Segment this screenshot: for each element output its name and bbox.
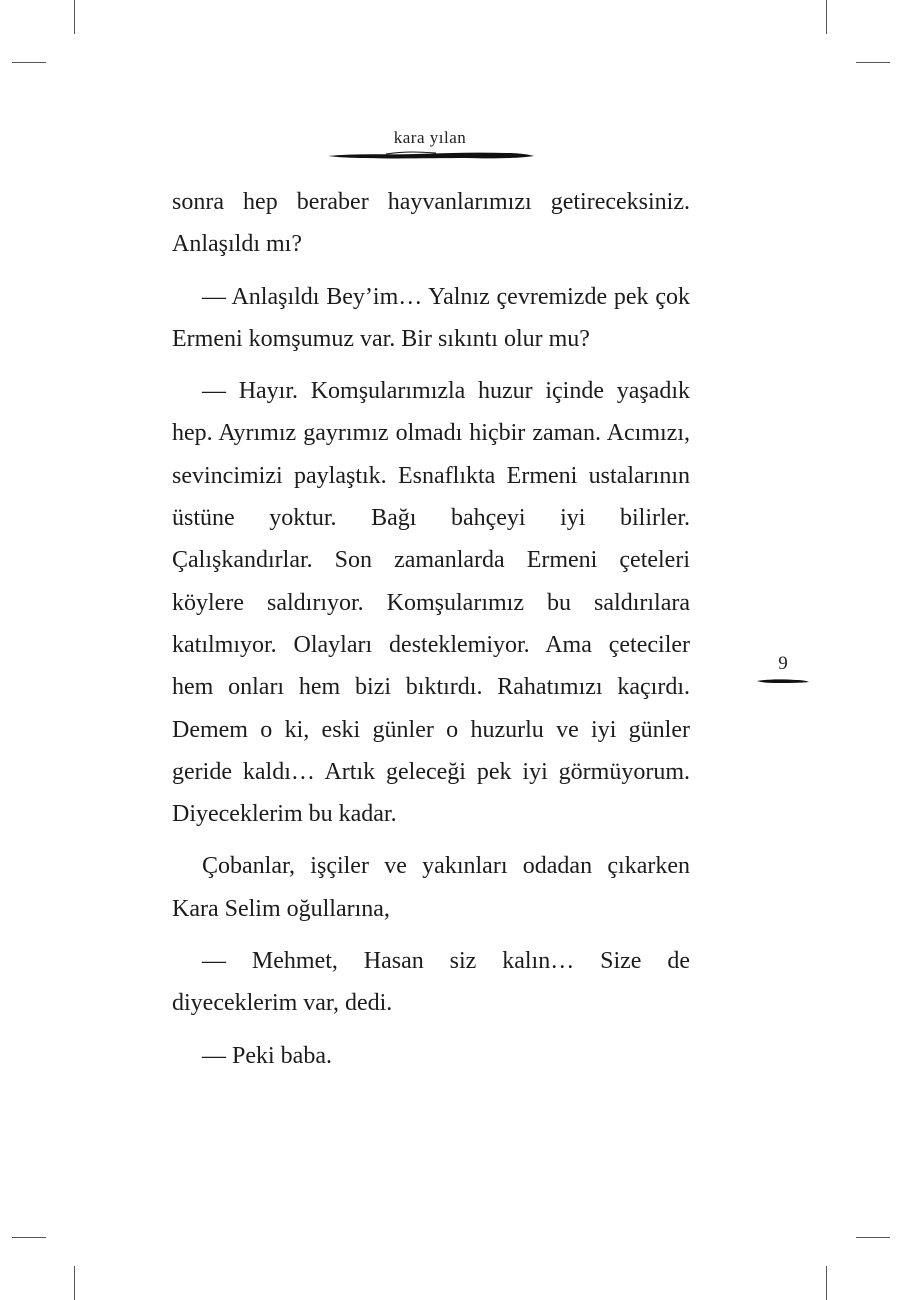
- crop-mark-bottom-right-horizontal: [856, 1237, 890, 1238]
- running-head-title: kara yılan: [393, 128, 467, 147]
- paragraph: sonra hep beraber hayvanlarımızı getireceksiniz. Anlaşıldı mı?: [172, 189, 690, 258]
- paragraph: — Peki baba.: [202, 1042, 332, 1069]
- paragraph: — Anlaşıldı Bey’im… Yalnız çevremizde pek çok Ermeni komşumuz var. Bir sıkıntı olur mu?: [172, 283, 690, 352]
- crop-mark-top-right-horizontal: [856, 62, 890, 63]
- crop-mark-bottom-left-vertical: [74, 1266, 75, 1300]
- body-text: [172, 181, 690, 1087]
- brush-stroke-ornament: [326, 149, 536, 163]
- paragraph: — Mehmet, Hasan siz kalın… Size de diyeceklerim var, dedi.: [172, 948, 690, 1017]
- page-number: 9: [778, 653, 788, 674]
- crop-mark-top-right-vertical: [826, 0, 827, 34]
- paragraph: — Hayır. Komşularımızla huzur içinde yaşadık hep. Ayrımız gayrımız olmadı hiçbir zaman. Acımızı, sevincimizi paylaştık. Esnaflıkta Ermeni ustalarının üstüne yoktur. Bağı bahçeyi iyi bilirler. Çalışkandırlar. Son zamanlarda Ermeni çeteleri köylere saldırıyor. Komşularımız bu saldırılara katılmıyor. Olayları desteklemiyor. Ama çeteciler hem onları hem bizi bıktırdı. Rahatımızı kaçırdı. Demem o ki, eski günler o huzurlu ve iyi günler geride kaldı… Artık geleceği pek iyi görmüyorum. Diyeceklerim bu kadar.: [172, 378, 690, 828]
- crop-mark-bottom-left-horizontal: [12, 1237, 46, 1238]
- crop-mark-top-left-vertical: [74, 0, 75, 34]
- paragraph: Çobanlar, işçiler ve yakınları odadan çıkarken Kara Selim oğullarına,: [172, 853, 690, 922]
- crop-mark-top-left-horizontal: [12, 62, 46, 63]
- page-number-brush-stroke: [756, 676, 810, 686]
- crop-mark-bottom-right-vertical: [826, 1266, 827, 1300]
